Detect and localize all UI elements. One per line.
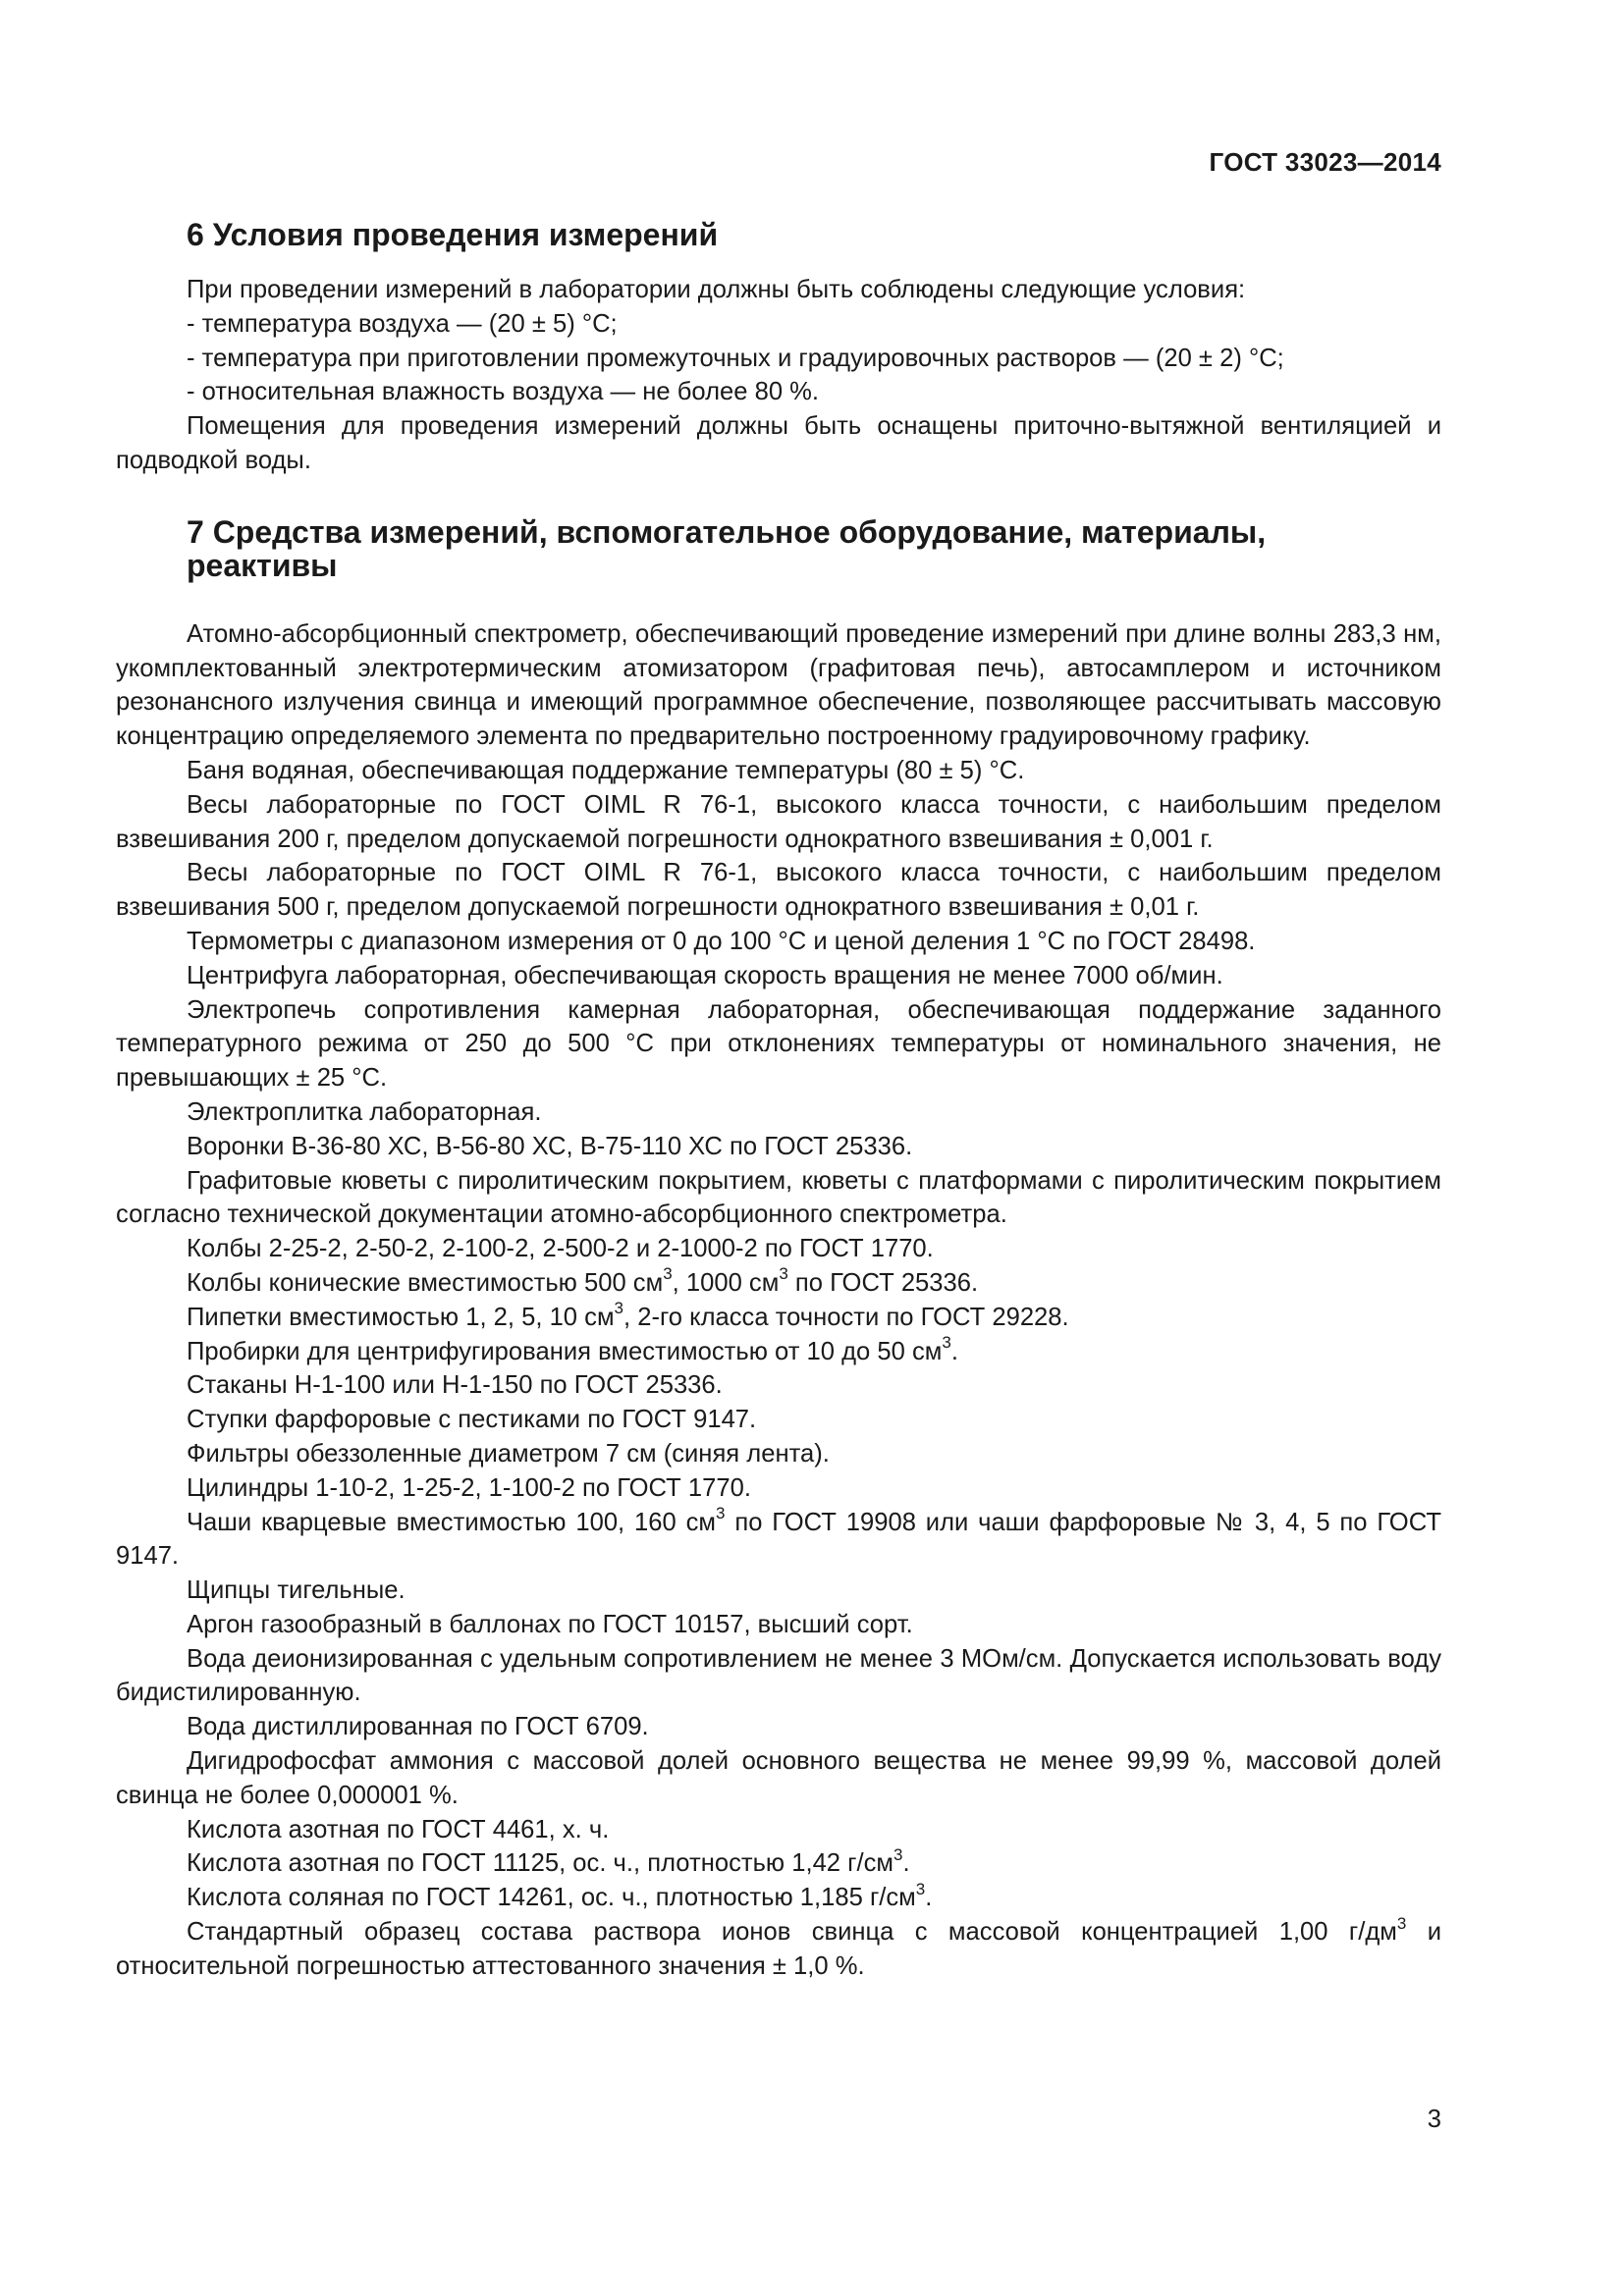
text-run: Колбы конические вместимостью 500 см (187, 1268, 664, 1297)
equipment-paragraph: Воронки В-36-80 ХС, В-56-80 ХС, В-75-110 ХС по ГОСТ 25336. (187, 1132, 913, 1160)
superscript: 3 (663, 1264, 673, 1284)
page-number: 3 (1427, 2106, 1441, 2133)
equipment-paragraph (116, 1503, 1441, 1575)
text-run: Кислота соляная по ГОСТ 14261, ос. ч., плотностью 1,185 г/см (187, 1884, 916, 1912)
equipment-paragraph: Атомно-абсорбционный спектрометр, обеспечивающий проведение измерений при длине волны 283,3 нм, укомплектованный электротермическим атомизатором (графитовая печь), автосамплером и источником резонансного излучения свинца и имеющий программное обеспечение, позволяющее рассчитывать массовую концентрацию определяемого элемента по предварительно построенному градуировочному графику. (116, 619, 1441, 751)
equipment-paragraph: Дигидрофосфат аммония с массовой долей основного вещества не менее 99,99 %, массовой долей свинца не более 0,000001 %. (116, 1747, 1441, 1809)
equipment-paragraph: Ступки фарфоровые с пестиками по ГОСТ 9147. (187, 1406, 757, 1434)
text-run: . (925, 1884, 933, 1912)
text-run: , 2-го класса точности по ГОСТ 29228. (623, 1303, 1069, 1331)
text-run: и относительной погрешностью аттестованного значения ± 1,0 %. (116, 1918, 1441, 1980)
text-run: , 1000 см (672, 1268, 780, 1297)
equipment-paragraph (116, 1332, 1441, 1369)
superscript: 3 (614, 1299, 624, 1318)
equipment-paragraph (116, 1266, 1441, 1301)
text-run: Чаши кварцевые вместимостью 100, 160 см (187, 1508, 716, 1536)
text-run: по ГОСТ 25336. (787, 1268, 979, 1297)
text-run: Пипетки вместимостью 1, 2, 5, 10 см (187, 1303, 615, 1331)
equipment-paragraph (116, 1881, 1441, 1915)
equipment-paragraph: Вода деионизированная с удельным сопротивлением не менее 3 МОм/см. Допускается использовать воду бидистилированную. (116, 1644, 1441, 1707)
section-6-intro: При проведении измерений в лаборатории должны быть соблюдены следующие условия: (187, 276, 1246, 303)
superscript: 3 (915, 1879, 926, 1898)
section-6-title: 6 Условия проведения измерений (187, 217, 719, 252)
equipment-paragraph: Кислота азотная по ГОСТ 4461, х. ч. (187, 1815, 610, 1843)
equipment-paragraph: Стаканы Н-1-100 или Н-1-150 по ГОСТ 25336. (187, 1371, 723, 1400)
equipment-paragraph: Баня водяная, обеспечивающая поддержание температуры (80 ± 5) °C. (187, 756, 1025, 784)
equipment-paragraph: Колбы 2-25-2, 2-50-2, 2-100-2, 2-500-2 и 2-1000-2 по ГОСТ 1770. (187, 1235, 934, 1263)
superscript: 3 (779, 1264, 788, 1284)
text-run: . (902, 1849, 910, 1878)
superscript: 3 (893, 1844, 903, 1864)
equipment-paragraph: Аргон газообразный в баллонах по ГОСТ 10157, высший сорт. (187, 1610, 913, 1638)
equipment-paragraph: Электропечь сопротивления камерная лабораторная, обеспечивающая поддержание заданного температурного режима от 250 до 500 °C при отклонениях температуры от номинального значения, не превышающих ± 25 °C. (116, 995, 1441, 1093)
equipment-paragraph: Цилиндры 1-10-2, 1-25-2, 1-100-2 по ГОСТ 1770. (187, 1473, 751, 1502)
section-6-closing: Помещения для проведения измерений должны быть оснащены приточно-вытяжной вентиляцией и подводкой воды. (116, 412, 1441, 474)
equipment-paragraph: Весы лабораторные по ГОСТ OIML R 76-1, высокого класса точности, с наибольшим пределом взвешивания 200 г, пределом допускаемой погрешности однократного взвешивания ± 0,001 г. (116, 790, 1441, 853)
text-run: Кислота азотная по ГОСТ 11125, ос. ч., плотностью 1,42 г/см (187, 1849, 893, 1878)
equipment-paragraph (116, 1301, 1441, 1335)
equipment-paragraph (116, 1915, 1441, 1984)
standard-code: ГОСТ 33023—2014 (1209, 147, 1441, 177)
section-7-title: 7 Средства измерений, вспомогательное оборудование, материалы, реактивы (187, 513, 1267, 583)
condition-item: - относительная влажность воздуха — не более 80 %. (187, 378, 820, 406)
condition-item: - температура воздуха — (20 ± 5) °C; (187, 309, 618, 338)
condition-item: - температура при приготовлении промежуточных и градуировочных растворов — (20 ± 2) °C; (187, 344, 1284, 372)
text-run: Пробирки для центрифугирования вместимостью от 10 до 50 см (187, 1337, 943, 1365)
equipment-paragraph (116, 1846, 1441, 1881)
equipment-paragraph: Фильтры обеззоленные диаметром 7 см (синяя лента). (187, 1439, 830, 1468)
equipment-paragraph: Щипцы тигельные. (187, 1576, 406, 1605)
text-run: по ГОСТ 19908 или чаши фарфоровые № 3, 4, 5 по ГОСТ 9147. (116, 1508, 1441, 1571)
superscript: 3 (716, 1503, 726, 1522)
superscript: 3 (942, 1332, 951, 1352)
equipment-paragraph: Весы лабораторные по ГОСТ OIML R 76-1, высокого класса точности, с наибольшим пределом взвешивания 500 г, пределом допускаемой погрешности однократного взвешивания ± 0,01 г. (116, 859, 1441, 922)
equipment-paragraph: Центрифуга лабораторная, обеспечивающая скорость вращения не менее 7000 об/мин. (187, 961, 1223, 989)
equipment-paragraph: Вода дистиллированная по ГОСТ 6709. (187, 1713, 649, 1741)
text-run: . (950, 1337, 958, 1365)
superscript: 3 (1396, 1913, 1407, 1933)
equipment-paragraph: Электроплитка лабораторная. (187, 1097, 542, 1126)
equipment-paragraph: Графитовые кюветы с пиролитическим покрытием, кюветы с платформами с пиролитическим покрытием согласно технической документации атомно-абсорбционного спектрометра. (116, 1166, 1441, 1229)
text-run: Стандартный образец состава раствора ионов свинца с массовой концентрацией 1,00 г/дм (187, 1918, 1397, 1947)
page-content (116, 218, 1441, 1984)
equipment-paragraph: Термометры с диапазоном измерения от 0 до 100 °C и ценой деления 1 °C по ГОСТ 28498. (187, 927, 1256, 955)
